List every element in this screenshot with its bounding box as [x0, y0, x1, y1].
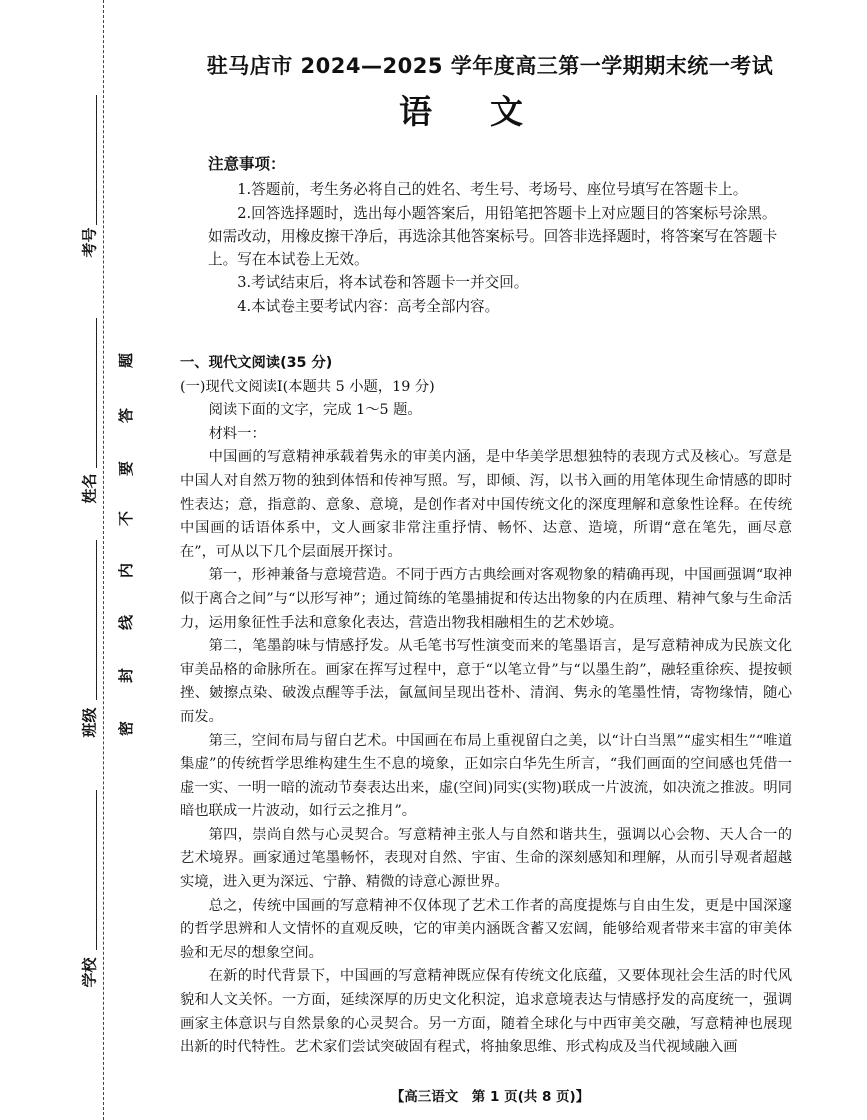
reading-section	[180, 352, 792, 1060]
exam-title: 驻马店市 2024—2025 学年度高三第一学期期末统一考试	[206, 54, 774, 78]
paragraph: 第三，空间布局与留白艺术。中国画在布局上重视留白之美，以“计白当黑”“虚实相生”“唯道集虚”的传统哲学思维构建生生不息的境象，正如宗白华先生所言，“我们画面的空间感也凭借一虚一实、一明一暗的流动节奏表达出来，虚(空间)同实(实物)联成一片波流，如决流之推波。明同暗也联成一片波动，如行云之推月”。	[180, 732, 792, 820]
paragraph: 第一，形神兼备与意境营造。不同于西方古典绘画对客观物象的精确再现，中国画强调“取神似于离合之间”与“以形写神”；通过简练的笔墨捕捉和传达出物象的内在质理、精神气象与生命活力，运用象征性手法和意象化表达，营造出物我相融相生的艺术妙境。	[180, 567, 792, 631]
seal-char: 线	[117, 614, 136, 631]
page-footer: 【高三语文 第 1 页(共 8 页)】	[390, 1089, 590, 1105]
class-blank	[96, 540, 97, 700]
material-label: 材料一：	[208, 425, 266, 442]
instruction-text: 阅读下面的文字，完成 1～5 题。	[208, 402, 422, 419]
seal-char: 要	[117, 460, 136, 477]
subsection-heading: (一)现代文阅读Ⅰ(本题共 5 小题，19 分)	[180, 378, 435, 395]
seal-char: 内	[117, 562, 136, 579]
notice-item: 2.回答选择题时，选出每小题答案后，用铅笔把答题卡上对应题目的答案标号涂黑。如需改动，用橡皮擦干净后，再选涂其他答案标号。回答非选择题时，将答案写在答题卡上。写在本试卷上无效。	[208, 204, 778, 269]
paragraph: 第二，笔墨韵味与情感抒发。从毛笔书写性演变而来的笔墨语言，是写意精神成为民族文化审美品格的命脉所在。画家在挥写过程中，意于“以笔立骨”与“以墨生韵”，融轻重徐疾、提按顿挫、皴擦点染、破泼点醒等手法，氤氲间呈现出苍朴、清润、隽永的笔墨性情，寄物缘情，随心而发。	[180, 638, 792, 725]
exam-number-label: 考号	[80, 227, 99, 258]
notice-heading: 注意事项：	[208, 155, 286, 173]
binding-dashed-line	[103, 0, 104, 1120]
notice-item: 1.答题前，考生务必将自己的姓名、考生号、考场号、座位号填写在答题卡上。	[237, 181, 748, 199]
exam-number-blank	[96, 95, 97, 225]
subject-title: 语文	[399, 92, 581, 131]
seal-char: 封	[117, 667, 136, 684]
paragraph: 第四，崇尚自然与心灵契合。写意精神主张人与自然和谐共生，强调以心会物、天人合一的艺术境界。画家通过笔墨畅怀，表现对自然、宇宙、生命的深刻感知和理解，从而引导观者超越实境，进入更为深远、宁静、精微的诗意心源世界。	[180, 826, 792, 891]
class-label: 班级	[80, 707, 99, 738]
seal-char: 题	[117, 352, 136, 369]
seal-char: 不	[117, 510, 136, 527]
notice-block	[208, 153, 783, 318]
seal-char: 密	[117, 720, 136, 737]
paragraph: 总之，传统中国画的写意精神不仅体现了艺术工作者的高度提炼与自由生发，更是中国深邃的哲学思辨和人文情怀的直观反映，它的审美内涵既含蓄又宏阔，能够给观者带来丰富的审美体验和无尽的想象空间。	[180, 897, 792, 961]
paragraph: 中国画的写意精神承载着隽永的审美内涵，是中华美学思想独特的表现方式及核心。写意是中国人对自然万物的独到体悟和传神写照。写，即倾、泻，以书入画的用笔体现生命情感的即时性表达；意，指意韵、意象、意境，是创作者对中国传统文化的深度理解和意象性诠释。在传统中国画的话语体系中，文人画家非常注重抒情、畅怀、达意、造境，所谓“意在笔先，画尽意在”，可从以下几个层面展开探讨。	[180, 449, 792, 560]
school-label: 学校	[80, 957, 99, 988]
name-label: 姓名	[80, 473, 99, 504]
notice-item: 3.考试结束后，将本试卷和答题卡一并交回。	[237, 274, 529, 292]
seal-char: 答	[117, 407, 136, 424]
name-blank	[96, 318, 97, 468]
section-heading: 一、现代文阅读(35 分)	[180, 355, 333, 371]
paragraph: 在新的时代背景下，中国画的写意精神既应保有传统文化底蕴，又要体现社会生活的时代风貌和人文关怀。一方面，延续深厚的历史文化积淀，追求意境表达与情感抒发的高度统一，强调画家主体意识与自然景象的心灵契合。另一方面，随着全球化与中西审美交融，写意精神也展现出新的时代特性。艺术家们尝试突破固有程式，将抽象思维、形式构成及当代视域融入画	[180, 968, 792, 1056]
school-blank	[96, 790, 97, 950]
notice-item: 4.本试卷主要考试内容：高考全部内容。	[237, 297, 500, 315]
